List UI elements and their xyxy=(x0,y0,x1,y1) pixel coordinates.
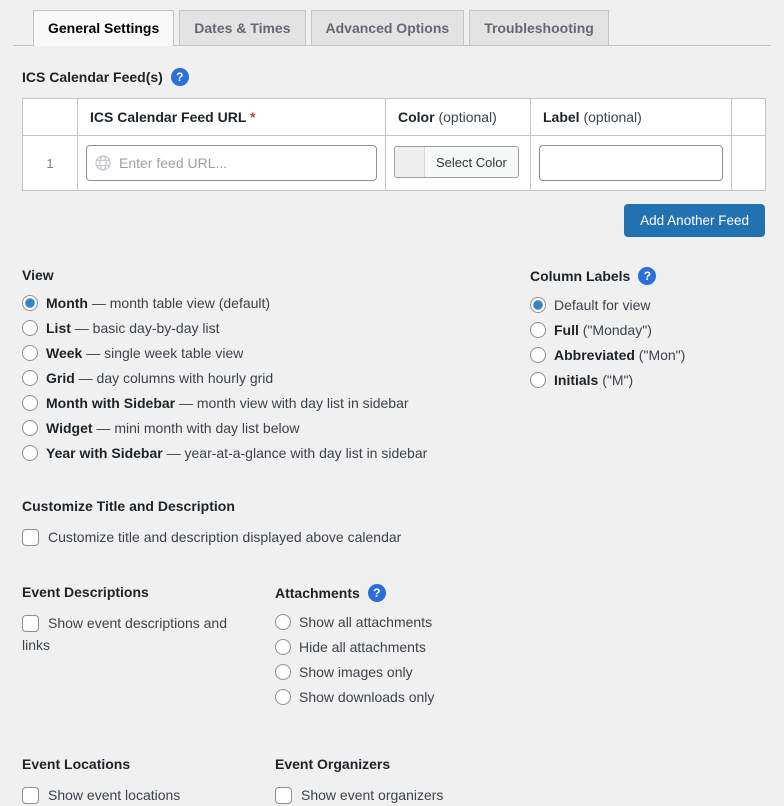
event-locations-title: Event Locations xyxy=(22,756,131,772)
feeds-header-color-note: (optional) xyxy=(438,109,497,125)
attachments-section xyxy=(275,584,765,714)
general-settings-panel xyxy=(0,46,784,806)
view-radio-week[interactable] xyxy=(22,345,38,361)
settings-tab-bar xyxy=(13,0,771,46)
feeds-header-label xyxy=(531,99,732,136)
feed-url-input[interactable] xyxy=(86,145,377,181)
feeds-section-title-text: ICS Calendar Feed(s) xyxy=(22,69,163,85)
attachments-option-images-only[interactable]: Show images only xyxy=(275,664,765,680)
column-labels-option-initials[interactable]: Initials ("M") xyxy=(530,372,765,388)
view-radio-year-sidebar[interactable] xyxy=(22,445,38,461)
view-option-month[interactable]: Month — month table view (default) xyxy=(22,295,530,311)
view-option-month-sidebar[interactable]: Month with Sidebar — month view with day list in sidebar xyxy=(22,395,530,411)
event-organizers-checkbox[interactable] xyxy=(275,787,292,804)
attachments-option-downloads-only[interactable]: Show downloads only xyxy=(275,689,765,705)
attachments-radio-downloads-only[interactable] xyxy=(275,689,291,705)
view-option-week[interactable]: Week — single week table view xyxy=(22,345,530,361)
column-labels-radio-initials[interactable] xyxy=(530,372,546,388)
feeds-section-title xyxy=(22,68,765,86)
event-descriptions-title: Event Descriptions xyxy=(22,584,149,600)
view-radio-month-sidebar[interactable] xyxy=(22,395,38,411)
feed-row-number: 1 xyxy=(23,136,78,191)
event-locations-section xyxy=(22,756,275,806)
column-labels-section xyxy=(530,267,765,470)
attachments-title xyxy=(275,584,765,602)
tab-advanced-options[interactable]: Advanced Options xyxy=(311,10,465,45)
view-radio-list[interactable] xyxy=(22,320,38,336)
attachments-radio-hide-all[interactable] xyxy=(275,639,291,655)
select-color-label: Select Color xyxy=(436,154,507,170)
select-color-button[interactable] xyxy=(394,146,519,178)
feeds-header-action xyxy=(732,99,766,136)
view-radio-grid[interactable] xyxy=(22,370,38,386)
view-radio-month[interactable] xyxy=(22,295,38,311)
feed-label-cell xyxy=(531,136,732,191)
column-labels-radio-abbreviated[interactable] xyxy=(530,347,546,363)
column-labels-option-full[interactable]: Full ("Monday") xyxy=(530,322,765,338)
attachments-radio-images-only[interactable] xyxy=(275,664,291,680)
feeds-header-blank xyxy=(23,99,78,136)
attachments-radio-show-all[interactable] xyxy=(275,614,291,630)
view-option-year-sidebar[interactable]: Year with Sidebar — year-at-a-glance with day list in sidebar xyxy=(22,445,530,461)
view-radio-widget[interactable] xyxy=(22,420,38,436)
event-descriptions-checkbox-label[interactable]: Show event descriptions and links xyxy=(22,615,227,653)
feeds-header-color xyxy=(386,99,531,136)
customize-title-checkbox-label[interactable]: Customize title and description displayed above calendar xyxy=(22,526,765,548)
feeds-header-label-text: Label xyxy=(543,109,580,125)
customize-title-checkbox[interactable] xyxy=(22,529,39,546)
column-labels-title-text: Column Labels xyxy=(530,268,631,284)
customize-title-section xyxy=(22,498,765,548)
view-option-list[interactable]: List — basic day-by-day list xyxy=(22,320,530,336)
feed-label-input[interactable] xyxy=(539,145,723,181)
attachments-help-icon[interactable]: ? xyxy=(368,584,386,602)
attachments-title-text: Attachments xyxy=(275,585,360,601)
event-organizers-title: Event Organizers xyxy=(275,756,391,772)
required-asterisk: * xyxy=(250,109,256,125)
column-labels-radio-full[interactable] xyxy=(530,322,546,338)
tab-troubleshooting[interactable]: Troubleshooting xyxy=(469,10,609,45)
feeds-header-url xyxy=(78,99,386,136)
feed-row xyxy=(23,136,766,191)
feed-url-cell xyxy=(78,136,386,191)
attachments-option-hide-all[interactable]: Hide all attachments xyxy=(275,639,765,655)
column-labels-option-default[interactable]: Default for view xyxy=(530,297,765,313)
feeds-header-url-text: ICS Calendar Feed URL xyxy=(90,109,247,125)
color-swatch xyxy=(395,147,425,177)
column-labels-help-icon[interactable]: ? xyxy=(638,267,656,285)
view-section-title: View xyxy=(22,267,54,283)
column-labels-option-abbreviated[interactable]: Abbreviated ("Mon") xyxy=(530,347,765,363)
view-option-widget[interactable]: Widget — mini month with day list below xyxy=(22,420,530,436)
column-labels-radio-default[interactable] xyxy=(530,297,546,313)
feeds-header-color-text: Color xyxy=(398,109,435,125)
feeds-help-icon[interactable]: ? xyxy=(171,68,189,86)
view-section xyxy=(22,267,530,470)
event-locations-checkbox[interactable] xyxy=(22,787,39,804)
tab-dates-times[interactable]: Dates & Times xyxy=(179,10,305,45)
event-organizers-section xyxy=(275,756,765,806)
tab-general-settings[interactable]: General Settings xyxy=(33,10,174,46)
feeds-table xyxy=(22,98,766,191)
customize-title-heading: Customize Title and Description xyxy=(22,498,235,514)
feeds-header-label-note: (optional) xyxy=(583,109,642,125)
event-descriptions-checkbox[interactable] xyxy=(22,615,39,632)
view-option-grid[interactable]: Grid — day columns with hourly grid xyxy=(22,370,530,386)
column-labels-title xyxy=(530,267,765,285)
feeds-header-row xyxy=(23,99,766,136)
feed-color-cell xyxy=(386,136,531,191)
feed-row-action-cell xyxy=(732,136,766,191)
event-organizers-checkbox-label[interactable]: Show event organizers xyxy=(275,784,765,806)
add-another-feed-button[interactable]: Add Another Feed xyxy=(624,204,765,237)
event-descriptions-section xyxy=(22,584,275,714)
attachments-option-show-all[interactable]: Show all attachments xyxy=(275,614,765,630)
event-locations-checkbox-label[interactable]: Show event locations xyxy=(22,784,247,806)
